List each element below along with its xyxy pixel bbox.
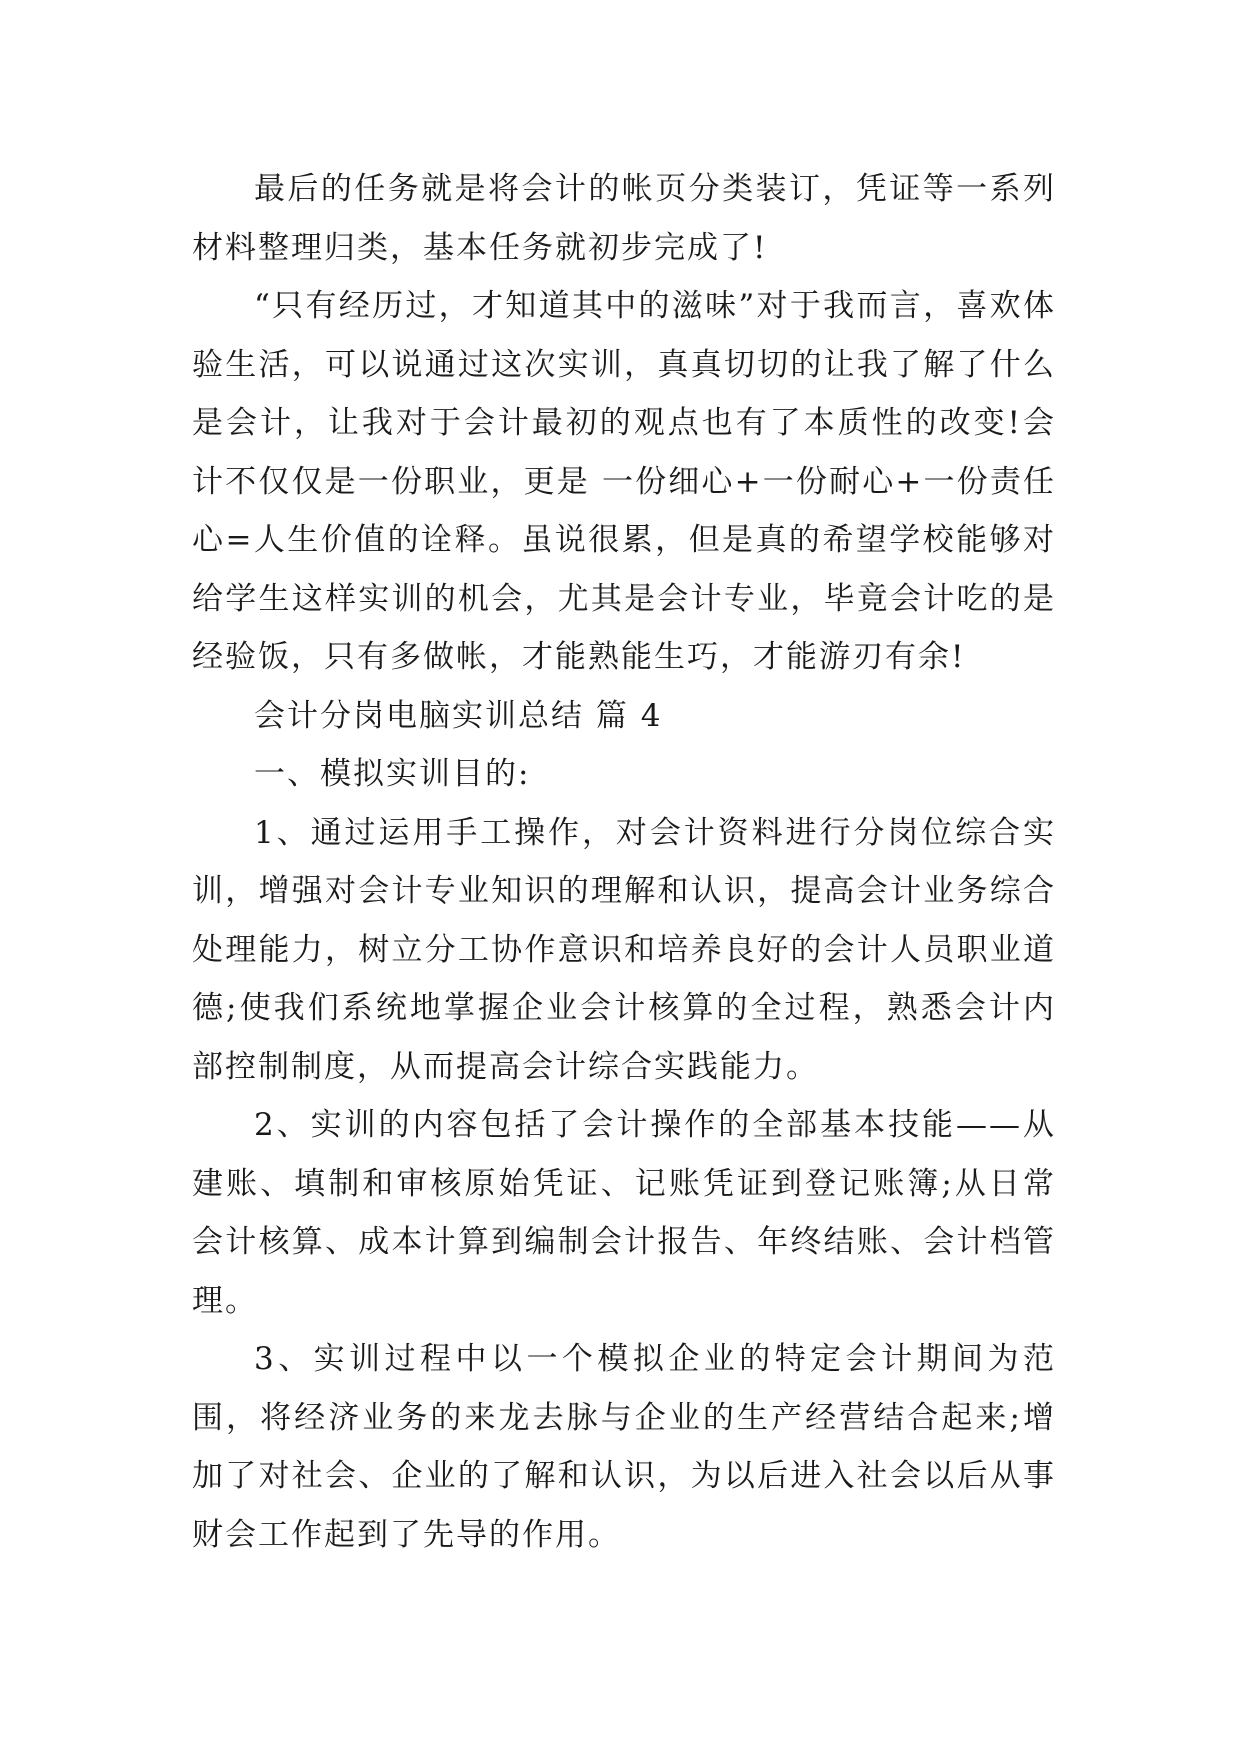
- paragraph-goal-2: 2、实训的内容包括了会计操作的全部基本技能——从建账、填制和审核原始凭证、记账凭证到登记账簿;从日常会计核算、成本计算到编制会计报告、年终结账、会计档管理。: [192, 1107, 1056, 1319]
- paragraph-goal-1: 1、通过运用手工操作，对会计资料进行分岗位综合实训，增强对会计专业知识的理解和认识，提高会计业务综合处理能力，树立分工协作意识和培养良好的会计人员职业道德;使我们系统地掌握企业会计核算的全过程，熟悉会计内部控制制度，从而提高会计综合实践能力。: [192, 814, 1056, 1085]
- section-title: 会计分岗电脑实训总结 篇 4: [254, 697, 663, 734]
- section-subtitle: 一、模拟实训目的:: [254, 756, 531, 792]
- paragraph-binding-task: 最后的任务就是将会计的帐页分类装订，凭证等一系列材料整理归类，基本任务就初步完成了!: [192, 171, 1056, 266]
- paragraph-goal-3: 3、实训过程中以一个模拟企业的特定会计期间为范围，将经济业务的来龙去脉与企业的生产经营结合起来;增加了对社会、企业的了解和认识，为以后进入社会以后从事财会工作起到了先导的作用。: [192, 1341, 1056, 1553]
- document-body: [192, 160, 1056, 1564]
- paragraph-reflection: “只有经历过，才知道其中的滋味”对于我而言，喜欢体验生活，可以说通过这次实训，真真切切的让我了解了什么是会计，让我对于会计最初的观点也有了本质性的改变!会计不仅仅是一份职业，更是 一份细心+一份耐心+一份责任心=人生价值的诠释。虽说很累，但是真的希望学校能够对给学生这样实训的机会，尤其是会计专业，毕竟会计吃的是经验饭，只有多做帐，才能熟能生巧，才能游刃有余!: [192, 288, 1056, 675]
